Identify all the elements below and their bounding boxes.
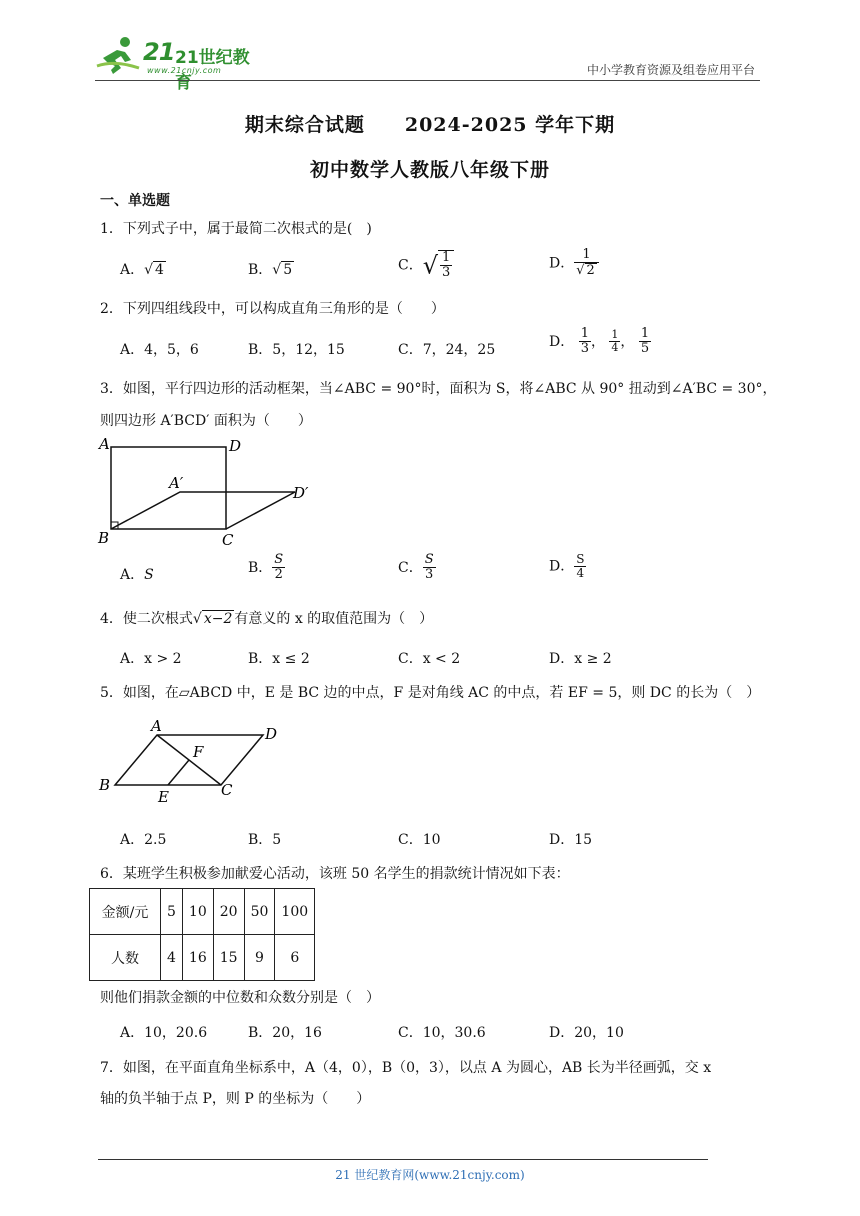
q5-option-c: C．10 (398, 832, 441, 848)
q3-label-d-prime: D′ (293, 484, 309, 502)
q3-stem-line1: 3．如图，平行四边形的活动框架，当∠ABC = 90°时，面积为 S，将∠ABC 从 90° 扭动到∠A′BC = 30°， (100, 381, 777, 397)
q6-stem: 6．某班学生积极参加献爱心活动，该班 50 名学生的捐款统计情况如下表： (100, 866, 570, 882)
q3-label-b: B (98, 529, 110, 547)
q5-option-b: B．5 (248, 832, 282, 848)
q5-label-b: B (99, 776, 111, 794)
q1-option-c: C．√ $\frac{1}{3}$ (398, 250, 454, 281)
q4-stem: 4．使二次根式√ x−2 有意义的 x 的取值范围为（ ） (100, 611, 434, 627)
q2-option-d: D． $\frac{1}{3}$ ， $\frac{1}{4}$ ， $\frac{1}{5}$ (549, 326, 650, 357)
q5-figure (95, 715, 295, 807)
logo-21: 21 (143, 38, 175, 66)
q2-option-a: A．4，5，6 (120, 342, 199, 358)
footer-link[interactable]: 21 世纪教育网(www.21cnjy.com) (335, 1168, 525, 1182)
q3-option-b: B． $\frac{S}{2}$ (248, 552, 284, 583)
q4-option-b: B．x ≤ 2 (248, 651, 310, 667)
q6-option-b: B．20，16 (248, 1025, 322, 1041)
q1-stem: 1．下列式子中，属于最简二次根式的是( ) (100, 221, 372, 237)
q2-stem: 2．下列四组线段中，可以构成直角三角形的是（ ） (100, 301, 445, 317)
runner-icon (95, 36, 141, 76)
q3-option-c: C． $\frac{S}{3}$ (398, 552, 434, 583)
q2-option-c: C．7，24，25 (398, 342, 496, 358)
q3-option-a: A．S (120, 567, 154, 583)
q4-option-c: C．x < 2 (398, 651, 461, 667)
q2-option-b: B．5，12，15 (248, 342, 345, 358)
q5-label-a: A (151, 717, 162, 735)
q6-table (89, 888, 315, 981)
q1-option-d: D． $\frac{1}{√ 2}$ (549, 248, 599, 279)
q1-option-b: B．√ 5 (248, 262, 293, 278)
q6-option-a: A．10，20.6 (120, 1025, 208, 1041)
q3-label-d: D (229, 437, 242, 455)
q5-label-e: E (158, 788, 169, 806)
table-row: 金额/元 5 10 20 50 100 (90, 889, 315, 935)
q5-option-d: D．15 (549, 832, 593, 848)
q3-label-a-prime: A′ (169, 474, 184, 492)
q6-followup: 则他们捐款金额的中位数和众数分别是（ ） (100, 990, 380, 1006)
q3-stem-line2: 则四边形 A′BCD′ 面积为（ ） (100, 413, 312, 429)
footer-divider (98, 1159, 708, 1160)
title-line1: 期末综合试题 2024-2025 学年下期 (244, 114, 616, 136)
q5-option-a: A．2.5 (120, 832, 167, 848)
q4-option-d: D．x ≥ 2 (549, 651, 612, 667)
q5-stem: 5．如图，在▱ABCD 中，E 是 BC 边的中点，F 是对角线 AC 的中点，若 EF = 5，则 DC 的长为（ ） (100, 685, 761, 701)
q3-option-d: D． $\frac{S}{4}$ (549, 552, 585, 581)
q5-label-c: C (221, 781, 233, 799)
logo (95, 36, 265, 93)
q5-label-f: F (193, 743, 204, 761)
q3-label-c: C (222, 531, 234, 549)
q7-stem-line1: 7．如图，在平面直角坐标系中，A（4，0），B（0，3），以点 A 为圆心，AB 长为半径画弧，交 x (100, 1060, 712, 1076)
q3-figure (95, 432, 325, 550)
logo-url: www.21cnjy.com (147, 66, 222, 75)
q4-option-a: A．x > 2 (120, 651, 182, 667)
q6-option-d: D．20，10 (549, 1025, 624, 1041)
q7-stem-line2: 轴的负半轴于点 P，则 P 的坐标为（ ） (100, 1091, 371, 1107)
section-heading: 一、单选题 (100, 193, 170, 209)
q5-label-d: D (265, 725, 278, 743)
q3-label-a: A (99, 435, 110, 453)
header-tagline: 中小学教育资源及组卷应用平台 (586, 63, 755, 77)
header-divider (95, 80, 760, 81)
logo-text: 21世纪教育 (175, 48, 250, 93)
table-row: 人数 4 16 15 9 6 (90, 935, 315, 981)
q6-option-c: C．10，30.6 (398, 1025, 486, 1041)
title-line2: 初中数学人教版八年级下册 (309, 159, 550, 181)
q1-option-a: A．√ 4 (120, 262, 164, 278)
